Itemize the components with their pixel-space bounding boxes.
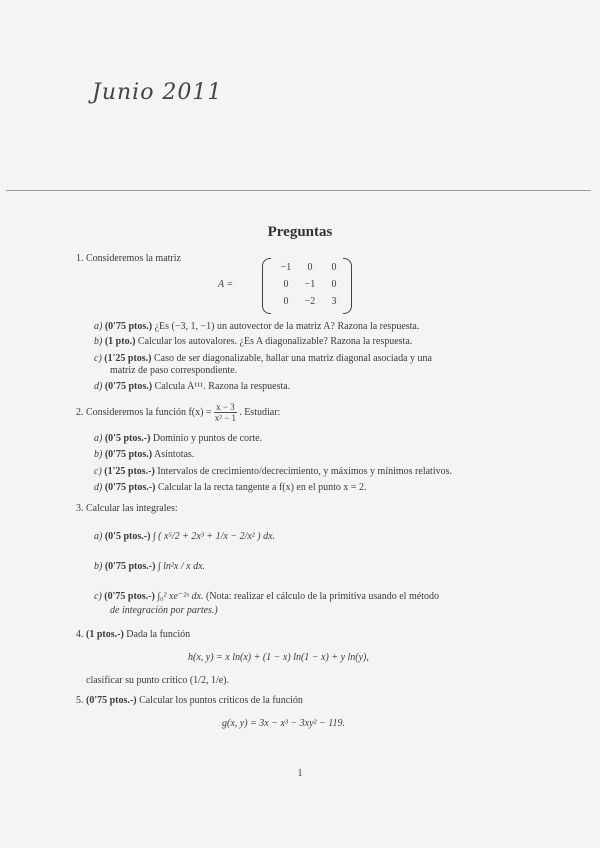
q2-text [76, 402, 280, 424]
item-text: Caso de ser diagonalizable, hallar una matriz diagonal asociada y una [154, 353, 432, 364]
q2-item-a [94, 432, 262, 445]
item-points: (0'5 ptos.-) [104, 531, 151, 542]
item-label: a) [94, 321, 103, 332]
item-points: (1 ptos.-) [86, 629, 124, 640]
item-points: (0'75 ptos.) [104, 449, 153, 460]
q1-item-b [94, 335, 412, 348]
matrix-cell: 0 [283, 279, 289, 290]
matrix-cell: −1 [280, 262, 292, 273]
q5-text-rest: Calcular los puntos críticos de la función [139, 695, 303, 706]
item-label: a) [94, 531, 103, 542]
q5-equation: g(x, y) = 3x − x³ − 3xy² − 119. [222, 718, 346, 729]
item-label: b) [94, 449, 103, 460]
q4-tail: clasificar su punto crítico (1/2, 1/e). [86, 675, 230, 686]
q2-text-a: 2. Consideremos la función f(x) = [76, 407, 212, 418]
item-points: (0'75 ptos.-) [104, 482, 156, 493]
item-points: (0'75 ptos.-) [104, 591, 155, 602]
matrix-cell: 0 [331, 262, 337, 273]
item-points: (1'25 ptos.) [104, 353, 152, 364]
item-text: ¿Es (−3, 1, −1) un autovector de la matriz A? Razona la respuesta. [154, 321, 420, 332]
q5-number: 5. [76, 695, 86, 706]
handwritten-date: Junio 2011 [92, 80, 223, 105]
item-text: Calcular los autovalores. ¿Es A diagonalizable? Razona la respuesta. [137, 336, 413, 347]
item-points: (1'25 ptos.-) [104, 466, 155, 477]
item-text: Calcular la la recta tangente a f(x) en el punto x = 2. [157, 482, 367, 493]
matrix-label: A = [218, 279, 234, 290]
item-label: b) [94, 561, 103, 572]
item-text: Intervalos de crecimiento/decrecimiento, y máximos y mínimos relativos. [157, 466, 452, 477]
q2-text-b: . Estudiar: [239, 407, 281, 418]
q4-text [76, 628, 190, 641]
item-text: Dominio y puntos de corte. [152, 433, 263, 444]
item-label: d) [94, 381, 103, 392]
item-points: (0'75 ptos.) [104, 321, 153, 332]
q5-text [76, 694, 303, 707]
item-label: a) [94, 433, 103, 444]
matrix-cell: 0 [283, 296, 289, 307]
q4-equation: h(x, y) = x ln(x) + (1 − x) ln(1 − x) + y ln(y), [188, 652, 369, 663]
matrix-cell: 0 [331, 279, 337, 290]
matrix-cell: −2 [304, 296, 316, 307]
q3-item-a [94, 530, 275, 543]
matrix-cell: −1 [304, 279, 316, 290]
matrix-cell: 0 [307, 262, 313, 273]
integral-expression: ∫ ( x⁵/2 + 2x³ + 1/x − 2/x² ) dx. [152, 531, 276, 542]
item-text: Asíntotas. [154, 449, 195, 460]
divider [6, 190, 591, 191]
fraction-numerator: x − 3 [216, 402, 235, 413]
q4-text-rest: Dada la función [126, 629, 191, 640]
item-points: (1 pto.) [104, 336, 136, 347]
item-label: d) [94, 482, 103, 493]
q3-item-b [94, 560, 205, 573]
q3-item-c-cont: de integración por partes.) [110, 605, 218, 616]
item-points: (0'75 ptos.-) [86, 695, 137, 706]
q2-item-c [94, 465, 452, 478]
item-points: (0'5 ptos.-) [104, 433, 151, 444]
q1-item-c-cont: matriz de paso correspondiente. [110, 365, 238, 376]
q2-item-b [94, 448, 194, 461]
page-number: 1 [297, 768, 303, 779]
q4-number: 4. [76, 629, 86, 640]
matrix-left-paren [262, 258, 271, 314]
integral-note: (Nota: realizar el cálculo de la primitiva usando el método [205, 591, 439, 602]
item-points: (0'75 ptos.) [104, 381, 153, 392]
item-label: c) [94, 466, 102, 477]
fraction-denominator: x² − 1 [214, 413, 237, 424]
item-text: Calcula A¹¹¹. Razona la respuesta. [154, 381, 291, 392]
integral-expression: ∫ ln²x / x dx. [157, 561, 206, 572]
item-label: b) [94, 336, 103, 347]
q1-text: 1. Consideremos la matriz [76, 253, 181, 264]
item-label: c) [94, 591, 102, 602]
q2-item-d [94, 481, 367, 494]
item-label: c) [94, 353, 102, 364]
integral-expression: ∫₀² xe⁻²ˣ dx. [157, 591, 204, 602]
q3-item-c [94, 590, 439, 603]
item-points: (0'75 ptos.-) [104, 561, 156, 572]
q1-item-d [94, 380, 290, 393]
q1-item-a [94, 320, 419, 333]
q3-text: 3. Calcular las integrales: [76, 503, 178, 514]
page-title: Preguntas [267, 224, 333, 240]
matrix-cell: 3 [331, 296, 337, 307]
matrix-a [244, 258, 354, 314]
q2-fraction [214, 402, 237, 423]
